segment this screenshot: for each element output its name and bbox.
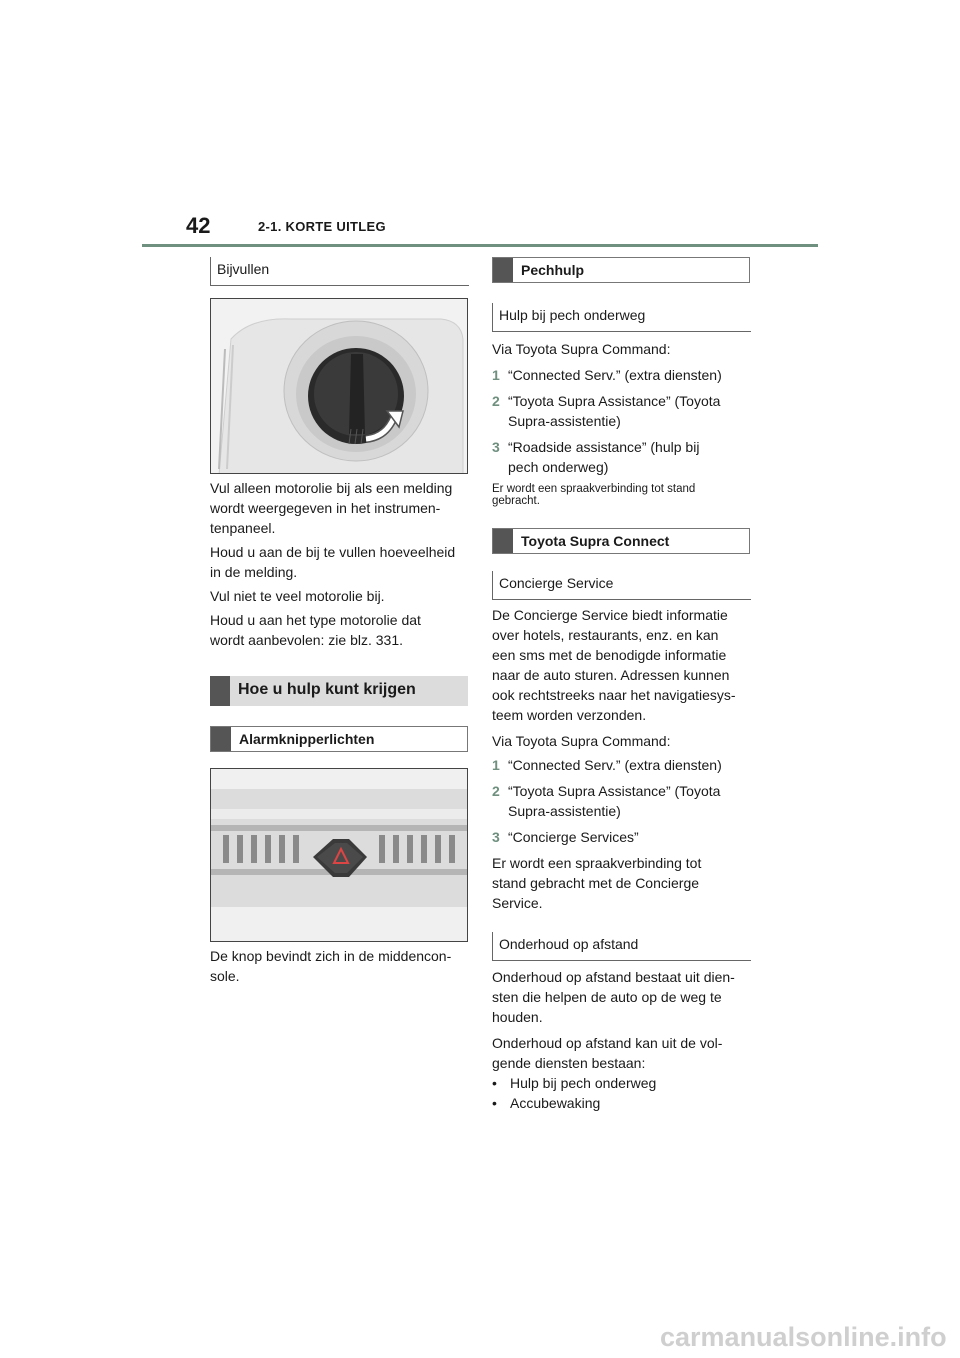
oil-cap-figure: [210, 298, 468, 474]
bullet-item: • Hulp bij pech onderweg: [492, 1075, 657, 1091]
section-title: 2-1. KORTE UITLEG: [258, 219, 386, 234]
concierge-subheading: Concierge Service: [492, 571, 751, 600]
pech-subheading: Hulp bij pech onderweg: [492, 303, 751, 332]
pech-note: Er wordt een spraakverbinding tot stand gebracht.: [492, 483, 696, 507]
watermark: carmanualsonline.info: [660, 1322, 947, 1352]
bijvullen-heading: Bijvullen: [210, 257, 469, 286]
remote-subheading: Onderhoud op afstand: [492, 932, 751, 961]
oil-cap-illustration: [211, 299, 468, 474]
header-rule: [142, 244, 818, 247]
connect-heading: Toyota Supra Connect: [492, 528, 750, 554]
remote-text: Onderhoud op afstand bestaat uit dien- sten die helpen de auto op de weg te houden. Onderhoud op afstand kan uit de vol- gende diensten bestaan: • Hulp bij pech onderweg • Accubewaking: [492, 967, 762, 1113]
bijvullen-text: Vul alleen motorolie bij als een melding wordt weergegeven in het instrumen- tenpaneel. Houd u aan de bij te vullen hoeveelheid in de melding. Vul niet te veel motorolie bij. Houd u aan het type motorolie dat wordt aanbevolen: zie blz. 331.: [210, 480, 456, 648]
pechhulp-heading: Pechhulp: [492, 257, 750, 283]
bullet-item: • Accubewaking: [492, 1095, 601, 1111]
pech-steps: Via Toyota Supra Command: 1 “Connected Serv.” (extra diensten) 2 “Toyota Supra Assistance” (Toyota Supra-assistentie) 3 “Roadside assistance” (hulp bij pech onderweg): [492, 341, 722, 475]
alarm-heading: Alarmknipperlichten: [210, 726, 468, 752]
hazard-button-figure: [210, 768, 468, 942]
alarm-text: De knop bevindt zich in de middencon- sole.: [210, 948, 452, 984]
concierge-text: De Concierge Service biedt informatie over hotels, restaurants, enz. en kan een sms met de benodigde informatie naar de auto sturen. Adressen kunnen ook rechtstreeks naar het navigatiesys- teem worden verzonden. Via Toyota Supra Command: 1 “Connected Serv.” (extra diensten) 2 “Toyota Supra Assistance” (Toyota Supra-assistentie) 3 “Concierge Services” Er wordt een spraakverbinding tot stand gebracht met de Concierge Service.: [492, 607, 736, 911]
hazard-illustration: [211, 769, 468, 942]
page-number: 42: [186, 213, 211, 238]
hulp-heading: Hoe u hulp kunt krijgen: [210, 676, 468, 706]
